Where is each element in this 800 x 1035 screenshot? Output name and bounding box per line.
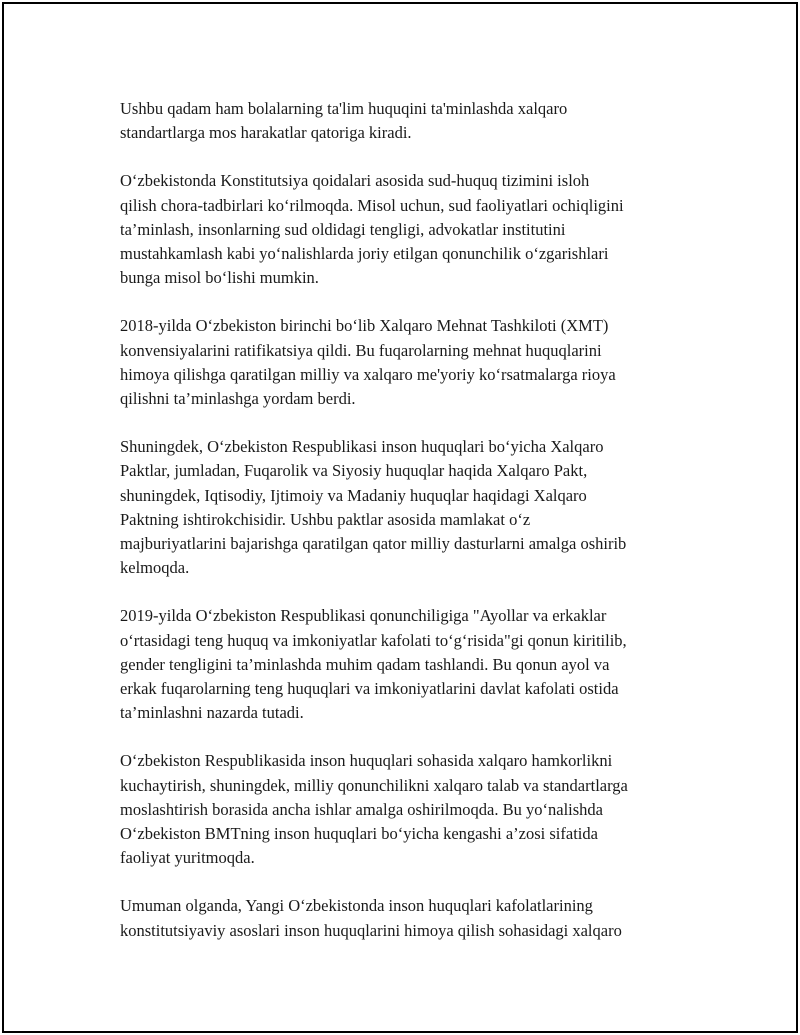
- text-line: mustahkamlash kabi yo‘nalishlarda joriy etilgan qonunchilik o‘zgarishlari: [120, 244, 609, 264]
- text-line: qilish chora-tadbirlari ko‘rilmoqda. Misol uchun, sud faoliyatlari ochiqligini: [120, 195, 624, 215]
- text-line: faoliyat yuritmoqda.: [120, 848, 255, 868]
- text-line: standartlarga mos harakatlar qatoriga kiradi.: [120, 123, 412, 143]
- paragraph: [120, 97, 700, 145]
- text-line: shuningdek, Iqtisodiy, Ijtimoiy va Madaniy huquqlar haqidagi Xalqaro: [120, 485, 587, 505]
- text-line: ta’minlashni nazarda tutadi.: [120, 703, 304, 723]
- text-line: Umuman olganda, Yangi O‘zbekistonda inson huquqlari kafolatlarining: [120, 896, 593, 916]
- text-line: gender tengligini ta’minlashda muhim qadam tashlandi. Bu qonun ayol va: [120, 654, 610, 674]
- document-page: [2, 2, 798, 1033]
- text-line: O‘zbekistonda Konstitutsiya qoidalari asosida sud-huquq tizimini isloh: [120, 171, 590, 191]
- text-line: himoya qilishga qaratilgan milliy va xalqaro me'yoriy ko‘rsatmalarga rioya: [120, 364, 616, 384]
- text-line: 2019-yilda O‘zbekiston Respublikasi qonunchiligiga "Ayollar va erkaklar: [120, 606, 607, 626]
- paragraph: [120, 314, 700, 411]
- text-line: Ushbu qadam ham bolalarning ta'lim huquqini ta'minlashda xalqaro: [120, 99, 568, 118]
- text-line: majburiyatlarini bajarishga qaratilgan qator milliy dasturlarni amalga oshirib: [120, 534, 627, 554]
- text-line: konstitutsiyaviy asoslari inson huquqlarini himoya qilish sohasidagi xalqaro: [120, 920, 622, 940]
- text-line: Paktning ishtirokchisidir. Ushbu paktlar asosida mamlakat o‘z: [120, 509, 531, 529]
- text-line: kuchaytirish, shuningdek, milliy qonunchilikni xalqaro talab va standartlarga: [120, 775, 628, 795]
- text-line: o‘rtasidagi teng huquq va imkoniyatlar kafolati to‘g‘risida"gi qonun kiritilib,: [120, 630, 627, 650]
- text-line: O‘zbekiston BMTning inson huquqlari bo‘yicha kengashi a’zosi sifatida: [120, 824, 598, 844]
- paragraph: [120, 749, 700, 870]
- document-body: [120, 97, 700, 943]
- text-line: moslashtirish borasida ancha ishlar amalga oshirilmoqda. Bu yo‘nalishda: [120, 799, 603, 819]
- text-line: ta’minlash, insonlarning sud oldidagi tengligi, advokatlar institutini: [120, 219, 566, 239]
- text-line: 2018-yilda O‘zbekiston birinchi bo‘lib Xalqaro Mehnat Tashkiloti (XMT): [120, 316, 609, 336]
- text-line: O‘zbekiston Respublikasida inson huquqlari sohasida xalqaro hamkorlikni: [120, 751, 613, 771]
- paragraph: [120, 604, 700, 725]
- paragraph: [120, 435, 700, 580]
- text-line: qilishni ta’minlashga yordam berdi.: [120, 389, 356, 409]
- paragraph: [120, 169, 700, 290]
- text-line: Paktlar, jumladan, Fuqarolik va Siyosiy huquqlar haqida Xalqaro Pakt,: [120, 461, 588, 481]
- text-line: konvensiyalarini ratifikatsiya qildi. Bu fuqarolarning mehnat huquqlarini: [120, 340, 602, 360]
- text-line: Shuningdek, O‘zbekiston Respublikasi inson huquqlari bo‘yicha Xalqaro: [120, 437, 604, 457]
- text-line: erkak fuqarolarning teng huquqlari va imkoniyatlarini davlat kafolati ostida: [120, 679, 619, 699]
- paragraph: [120, 894, 700, 942]
- text-line: bunga misol bo‘lishi mumkin.: [120, 268, 319, 288]
- text-line: kelmoqda.: [120, 558, 190, 578]
